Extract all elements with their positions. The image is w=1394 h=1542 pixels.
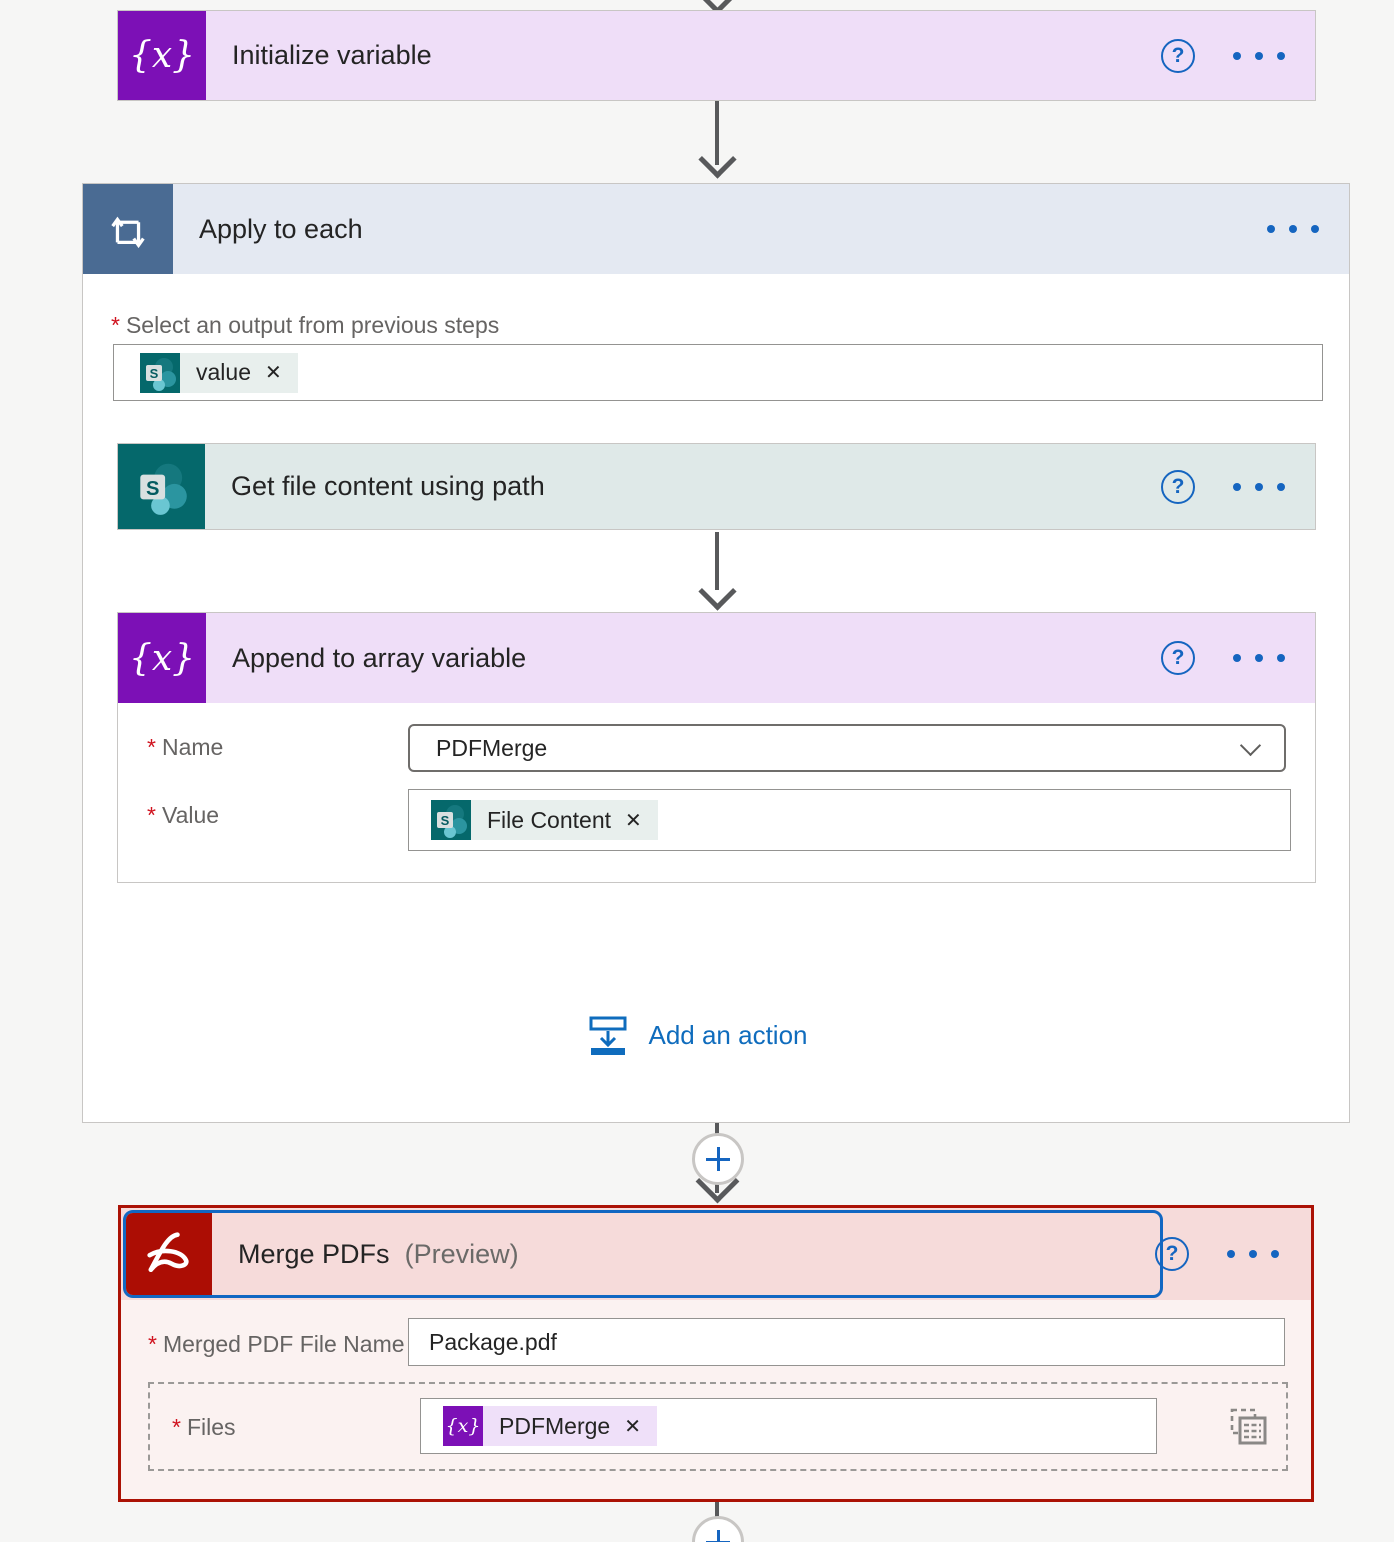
remove-token-icon[interactable]: ✕ <box>264 362 282 384</box>
insert-step-button[interactable] <box>692 1516 744 1542</box>
value-label: * Value <box>147 802 220 828</box>
sharepoint-icon <box>118 444 205 529</box>
remove-token-icon[interactable]: ✕ <box>625 809 642 832</box>
adobe-acrobat-icon <box>126 1213 212 1295</box>
merged-pdf-file-name-label: * Merged PDF File Name <box>148 1331 405 1357</box>
svg-text:S: S <box>149 365 159 381</box>
sharepoint-icon <box>431 800 471 840</box>
switch-to-input-array-icon[interactable] <box>1228 1406 1270 1448</box>
get-file-content-card[interactable] <box>117 443 1316 530</box>
name-label: * Name <box>147 734 224 760</box>
card-title: Get file content using path <box>231 471 545 501</box>
merge-pdfs-header-strip <box>121 1208 1311 1300</box>
files-array-section <box>148 1382 1288 1471</box>
files-input[interactable] <box>420 1398 1157 1454</box>
card-title: Initialize variable <box>232 40 432 70</box>
add-action-button[interactable]: Add an action <box>586 1013 807 1057</box>
svg-text:S: S <box>145 477 159 500</box>
connector-arrowhead-icon <box>698 140 736 178</box>
more-options-icon[interactable] <box>1267 225 1319 233</box>
name-combobox <box>408 724 1286 772</box>
initialize-variable-card[interactable] <box>117 10 1316 101</box>
card-title: Append to array variable <box>232 642 527 673</box>
plus-icon <box>706 1530 730 1542</box>
merged-pdf-file-name-input[interactable] <box>408 1318 1285 1366</box>
select-output-label: * Select an output from previous steps <box>111 312 500 338</box>
svg-text:S: S <box>440 813 450 828</box>
more-options-icon[interactable] <box>1233 52 1285 60</box>
merge-pdfs-card <box>118 1205 1314 1502</box>
value-input[interactable] <box>408 789 1291 851</box>
card-title: Apply to each <box>199 213 363 244</box>
help-icon[interactable]: ? <box>1161 470 1195 504</box>
loop-icon <box>83 184 173 274</box>
card-title: Merge PDFs (Preview) <box>238 1238 519 1269</box>
files-label: * Files <box>172 1414 236 1440</box>
more-options-icon[interactable] <box>1233 483 1285 491</box>
insert-action-icon <box>586 1013 630 1057</box>
select-output-input[interactable] <box>113 344 1323 401</box>
pdfmerge-token[interactable]: {x} PDFMerge ✕ <box>443 1406 657 1446</box>
help-icon[interactable]: ? <box>1155 1237 1189 1271</box>
more-options-icon[interactable] <box>1233 654 1285 662</box>
more-options-icon[interactable] <box>1227 1250 1279 1258</box>
file-content-token[interactable]: S File Content ✕ <box>431 800 658 840</box>
variable-icon: {x} <box>118 613 206 703</box>
help-icon[interactable]: ? <box>1161 39 1195 73</box>
remove-token-icon[interactable]: ✕ <box>624 1415 641 1438</box>
preview-badge: (Preview) <box>404 1238 519 1269</box>
variable-icon: {x} <box>118 11 206 100</box>
variable-icon: {x} <box>443 1406 483 1446</box>
help-icon[interactable]: ? <box>1161 641 1195 675</box>
value-token[interactable]: S value ✕ <box>140 353 298 393</box>
apply-to-each-header[interactable] <box>83 184 1349 274</box>
merge-pdfs-header[interactable] <box>123 1210 1163 1298</box>
sharepoint-icon <box>140 353 180 393</box>
append-to-array-card <box>117 612 1316 883</box>
name-input[interactable] <box>408 724 1286 772</box>
append-to-array-header[interactable] <box>118 613 1315 703</box>
